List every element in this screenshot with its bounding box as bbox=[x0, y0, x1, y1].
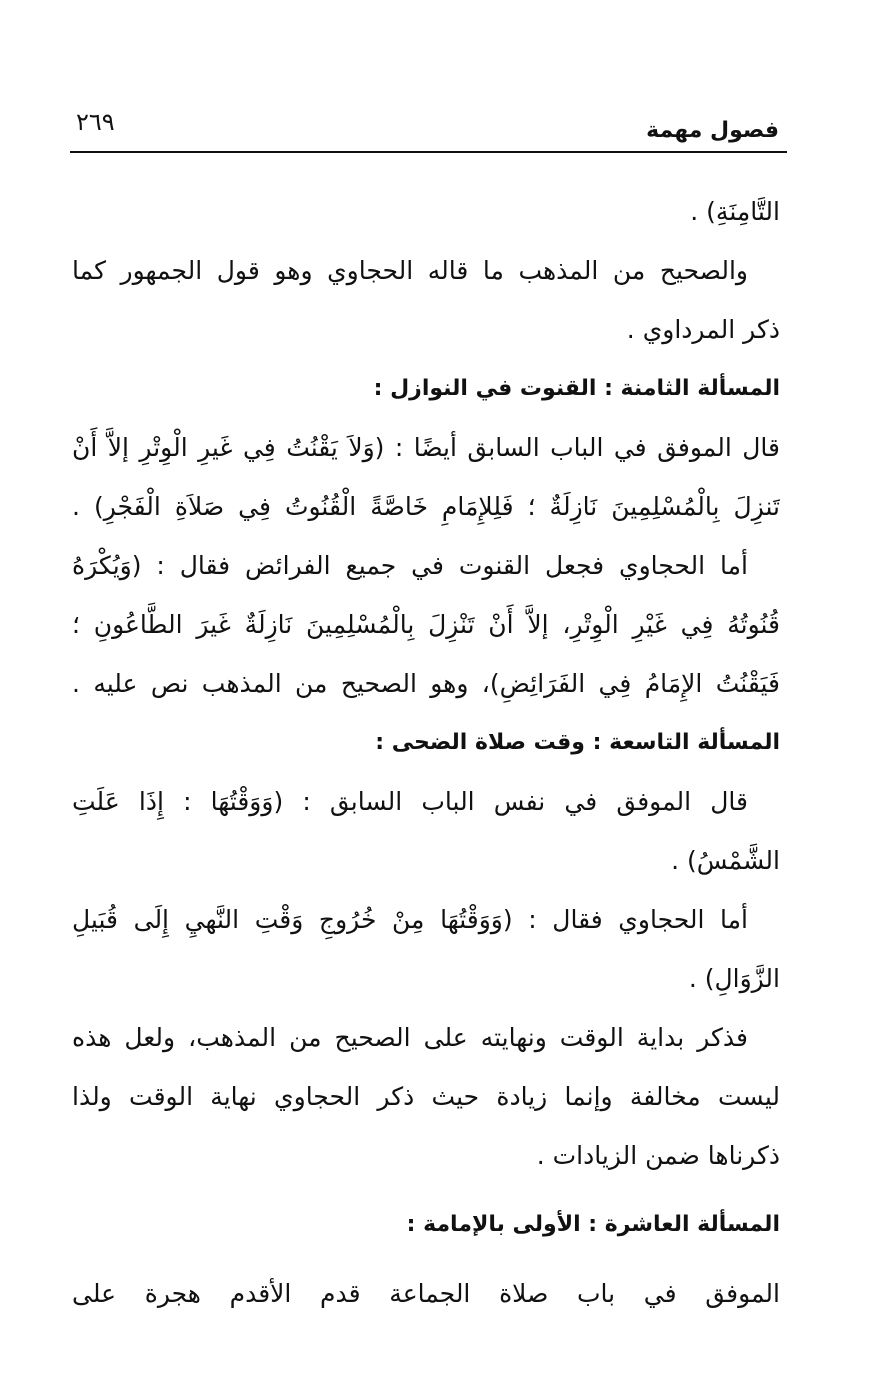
text-line: ذكر المرداوي . bbox=[626, 315, 780, 344]
text-line: فذكر بداية الوقت ونهايته على الصحيح من المذهب، ولعل هذه bbox=[72, 1023, 748, 1052]
text-line: تَنزِلَ بِالْمُسْلِمِينَ نَازِلَةٌ ؛ فَلِلإِمَامِ خَاصَّةً الْقُنُوتُ فِي صَلاَةِ الْفَجْرِ) . bbox=[72, 492, 780, 521]
text-line: أما الحجاوي فجعل القنوت في جميع الفرائض فقال : (وَيُكْرَهُ bbox=[72, 551, 748, 580]
spacer bbox=[72, 1254, 780, 1264]
header-rule bbox=[70, 151, 787, 153]
section-heading-10: المسألة العاشرة : الأولى بالإمامة : bbox=[406, 1212, 780, 1237]
spacer bbox=[72, 1185, 780, 1195]
page-number: ٢٦٩ bbox=[76, 108, 115, 136]
text-line: الشَّمْسُ) . bbox=[671, 846, 780, 875]
text-line: قال الموفق في نفس الباب السابق : (وَوَقْتُهَا : إِذَا عَلَتِ bbox=[72, 787, 748, 816]
running-title: فصول مهمة bbox=[646, 118, 779, 143]
text-line: ذكرناها ضمن الزيادات . bbox=[536, 1141, 780, 1170]
section-heading-9: المسألة التاسعة : وقت صلاة الضحى : bbox=[375, 730, 780, 755]
text-line: قال الموفق في الباب السابق أيضًا : (وَلاَ يَقْنُتُ فِي غَيرِ الْوِتْرِ إلاَّ أَنْ bbox=[72, 433, 780, 462]
text-line: فَيَقْنُتُ الإِمَامُ فِي الفَرَائِضِ)، وهو الصحيح من المذهب نص عليه . bbox=[72, 669, 780, 698]
text-line: التَّامِنَةِ) . bbox=[690, 197, 780, 226]
text-line: والصحيح من المذهب ما قاله الحجاوي وهو قول الجمهور كما bbox=[72, 256, 748, 285]
text-line: أما الحجاوي فقال : (وَوَقْتُهَا مِنْ خُرُوجِ وَقْتِ النَّهيِ إِلَى قُبَيلِ bbox=[72, 905, 748, 934]
text-line: الزَّوَالِ) . bbox=[688, 964, 780, 993]
text-line: ليست مخالفة وإنما زيادة حيث ذكر الحجاوي نهاية الوقت ولذا bbox=[72, 1082, 780, 1111]
text-line: الموفق في باب صلاة الجماعة قدم الأقدم هجرة على bbox=[72, 1279, 780, 1308]
section-heading-8: المسألة الثامنة : القنوت في النوازل : bbox=[373, 376, 780, 401]
text-line: قُنُوتُهُ فِي غَيْرِ الْوِتْرِ، إلاَّ أَنْ تَنْزِلَ بِالْمُسْلِمِينَ نَازِلَةٌ غَيرَ الطَّاعُونِ ؛ bbox=[72, 610, 780, 639]
body-text bbox=[72, 182, 780, 1323]
